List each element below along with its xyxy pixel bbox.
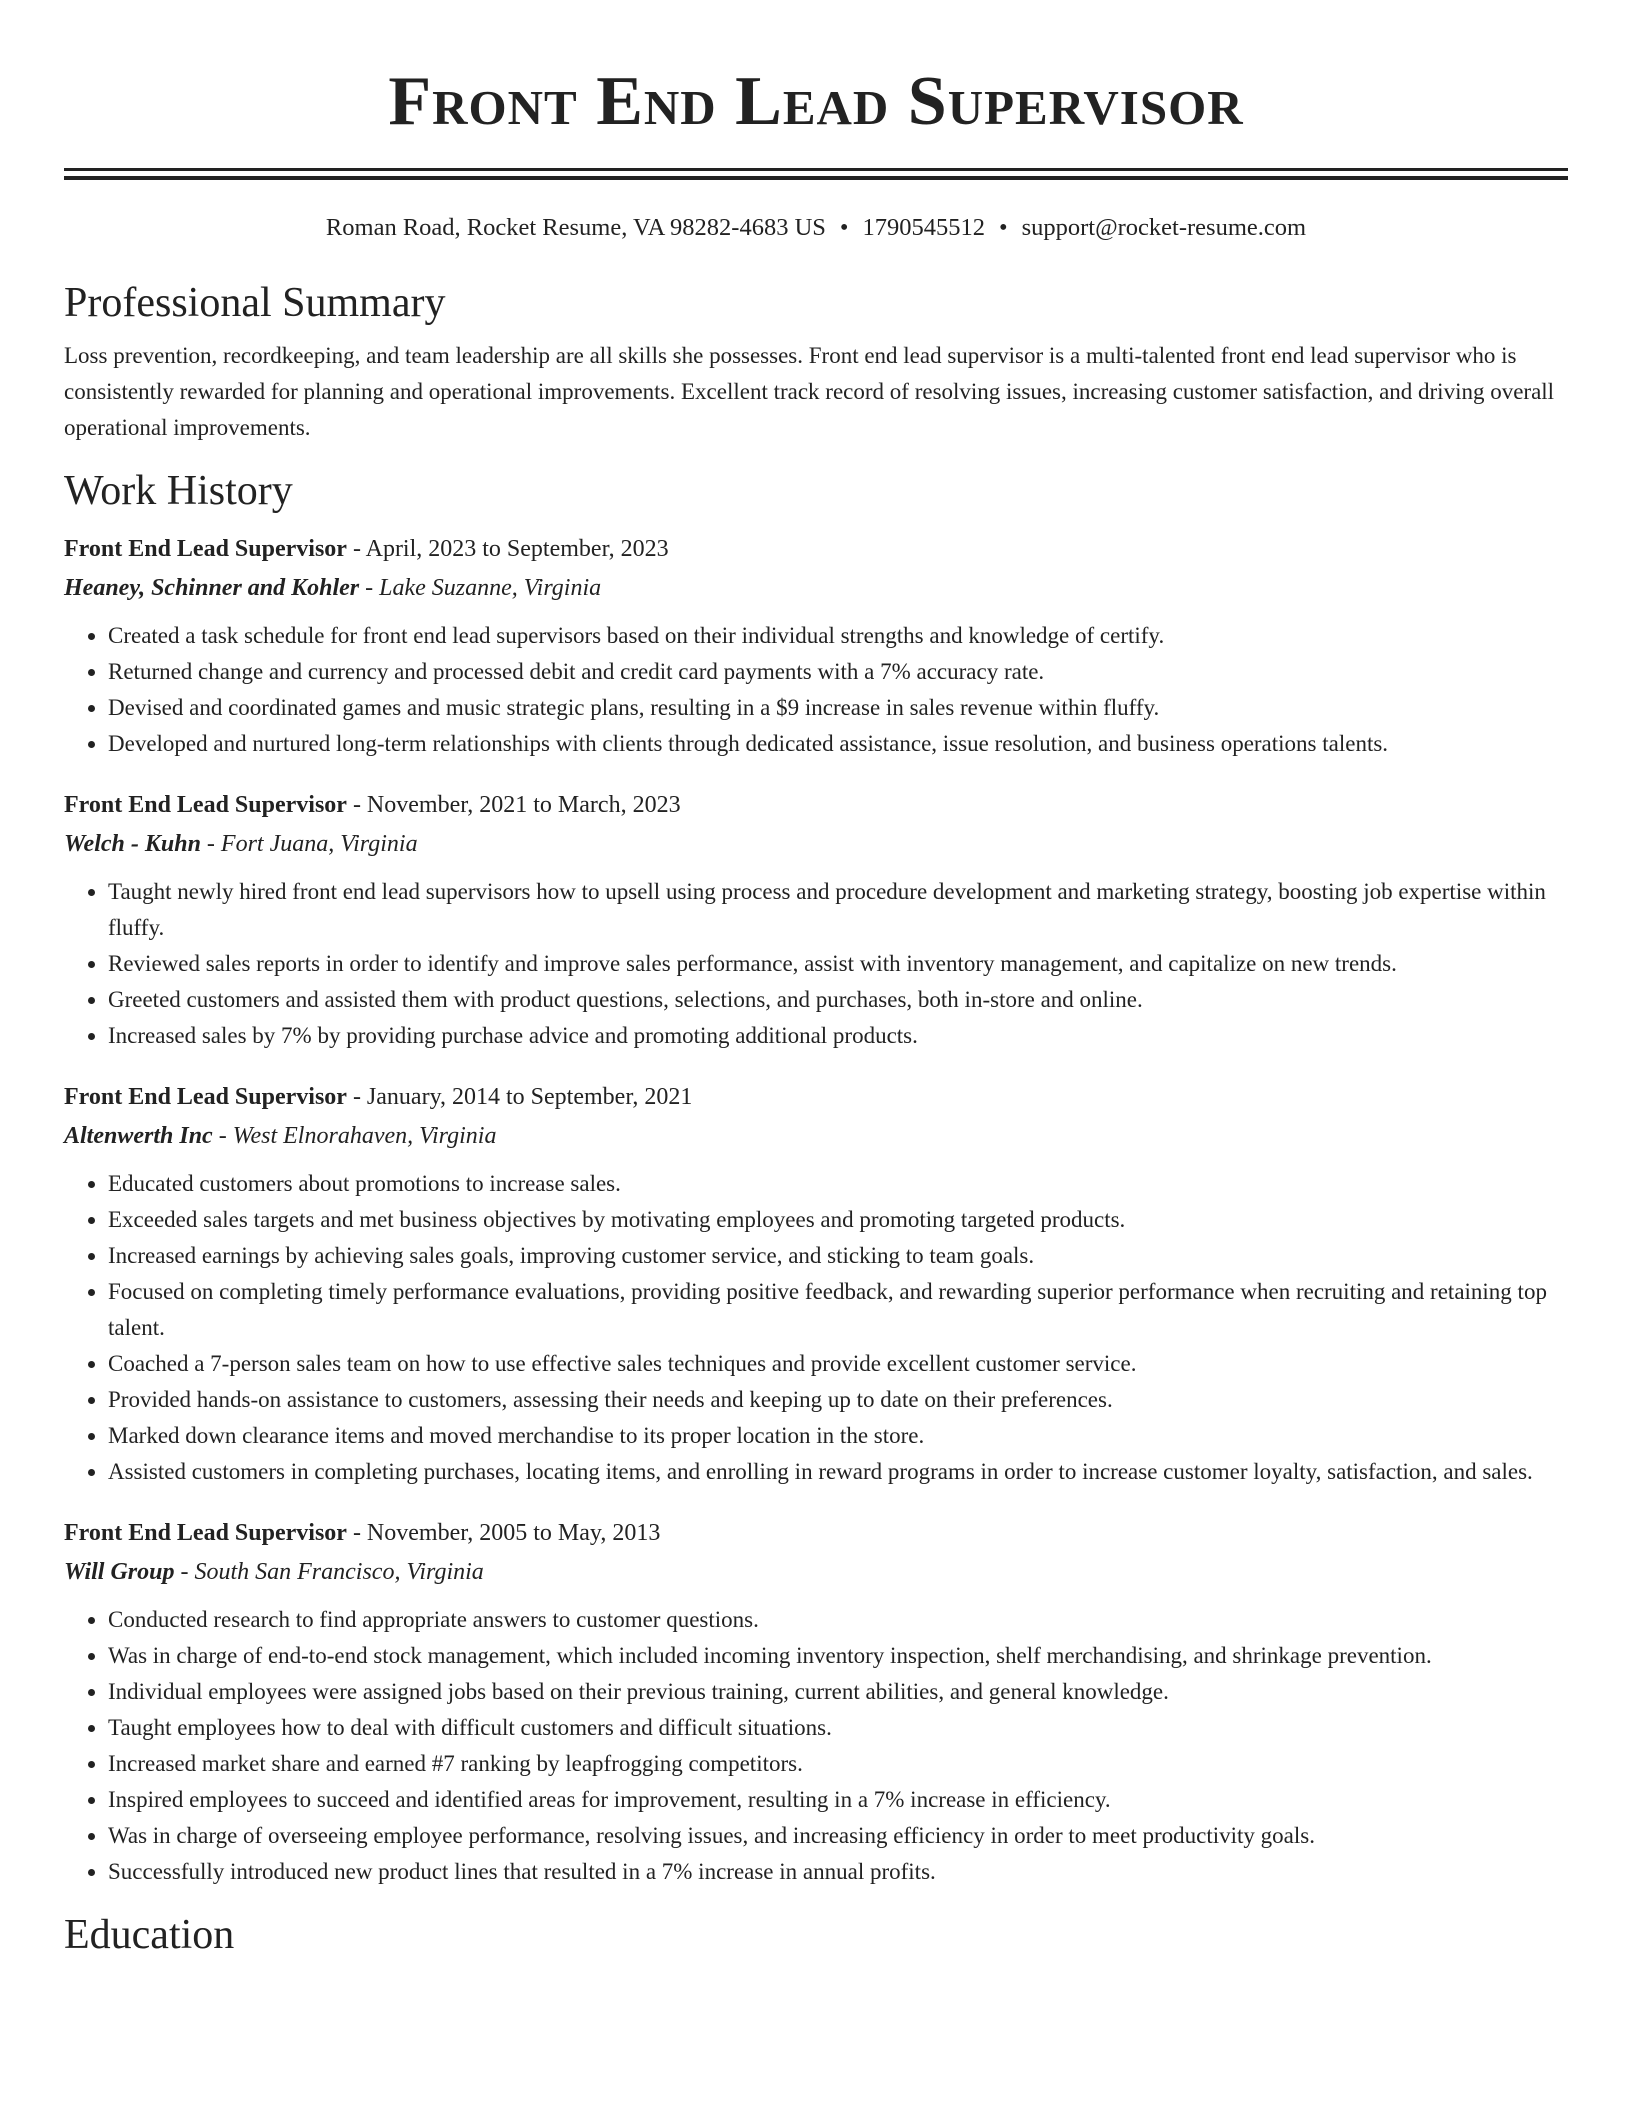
contact-address: Roman Road, Rocket Resume, VA 98282-4683 US bbox=[325, 214, 826, 241]
job-company: Altenwerth Inc bbox=[64, 1123, 213, 1149]
work-history-heading: Work History bbox=[64, 468, 293, 514]
job-header-line bbox=[64, 530, 1568, 568]
job-bullet-list bbox=[64, 618, 1568, 762]
job-company-line bbox=[64, 1552, 1568, 1592]
job-bullet: • Exceeded sales targets and met business objectives by motivating employees and promoting targeted products. bbox=[108, 1202, 1568, 1238]
job-bullet: • Focused on completing timely performance evaluations, providing positive feedback, and rewarding superior performance when recruiting and retaining top talent. bbox=[108, 1274, 1568, 1346]
job-entry bbox=[64, 1514, 1568, 1890]
job-bullet: • Returned change and currency and processed debit and credit card payments with a 7% accuracy rate. bbox=[108, 654, 1568, 690]
job-bullet: • Individual employees were assigned jobs based on their previous training, current abilities, and general knowledge. bbox=[108, 1674, 1568, 1710]
job-entry bbox=[64, 786, 1568, 1054]
job-bullet: • Taught employees how to deal with difficult customers and difficult situations. bbox=[108, 1710, 1568, 1746]
job-bullet: • Provided hands-on assistance to customers, assessing their needs and keeping up to date on their preferences. bbox=[108, 1382, 1568, 1418]
header-rule-bottom bbox=[64, 176, 1568, 180]
job-company-line bbox=[64, 1116, 1568, 1156]
job-location: - Lake Suzanne, Virginia bbox=[359, 575, 602, 601]
job-bullet: • Developed and nurtured long-term relationships with clients through dedicated assistance, issue resolution, and business operations talents. bbox=[108, 726, 1568, 762]
job-bullet: • Created a task schedule for front end lead supervisors based on their individual strengths and knowledge of certify. bbox=[108, 618, 1568, 654]
contact-separator: • bbox=[998, 214, 1008, 241]
job-bullet-list bbox=[64, 1166, 1568, 1490]
job-bullet: • Coached a 7-person sales team on how to use effective sales techniques and provide excellent customer service. bbox=[108, 1346, 1568, 1382]
job-title: Front End Lead Supervisor bbox=[64, 1520, 347, 1546]
summary-heading: Professional Summary bbox=[64, 280, 446, 326]
contact-phone: 1790545512 bbox=[862, 214, 985, 241]
contact-line bbox=[64, 212, 1568, 244]
job-bullet: • Assisted customers in completing purchases, locating items, and enrolling in reward programs in order to increase customer loyalty, satisfaction, and sales. bbox=[108, 1454, 1568, 1490]
job-entry bbox=[64, 1078, 1568, 1490]
job-bullet: • Conducted research to find appropriate answers to customer questions. bbox=[108, 1602, 1568, 1638]
job-bullet: • Greeted customers and assisted them with product questions, selections, and purchases, both in-store and online. bbox=[108, 982, 1568, 1018]
job-bullet: • Increased market share and earned #7 ranking by leapfrogging competitors. bbox=[108, 1746, 1568, 1782]
job-company: Welch - Kuhn bbox=[64, 831, 201, 857]
job-bullet: • Educated customers about promotions to increase sales. bbox=[108, 1166, 1568, 1202]
job-bullet: • Was in charge of overseeing employee performance, resolving issues, and increasing efficiency in order to meet productivity goals. bbox=[108, 1818, 1568, 1854]
contact-separator: • bbox=[839, 214, 849, 241]
job-company-line bbox=[64, 824, 1568, 864]
job-title: Front End Lead Supervisor bbox=[64, 536, 347, 562]
job-location: - South San Francisco, Virginia bbox=[174, 1559, 484, 1585]
job-company: Heaney, Schinner and Kohler bbox=[64, 575, 360, 601]
job-dates: - April, 2023 to September, 2023 bbox=[346, 536, 669, 562]
job-bullet-list bbox=[64, 874, 1568, 1054]
job-location: - Fort Juana, Virginia bbox=[200, 831, 418, 857]
job-bullet: • Inspired employees to succeed and identified areas for improvement, resulting in a 7% increase in efficiency. bbox=[108, 1782, 1568, 1818]
job-entry bbox=[64, 530, 1568, 762]
resume-name: Front End Lead Supervisor bbox=[388, 63, 1244, 140]
job-bullet: • Taught newly hired front end lead supervisors how to upsell using process and procedure development and marketing strategy, boosting job expertise within fluffy. bbox=[108, 874, 1568, 946]
job-dates: - January, 2014 to September, 2021 bbox=[346, 1084, 693, 1110]
job-bullet: • Marked down clearance items and moved merchandise to its proper location in the store. bbox=[108, 1418, 1568, 1454]
job-bullet-list bbox=[64, 1602, 1568, 1890]
job-header-line bbox=[64, 1078, 1568, 1116]
job-bullet: • Increased earnings by achieving sales goals, improving customer service, and sticking to team goals. bbox=[108, 1238, 1568, 1274]
contact-email: support@rocket-resume.com bbox=[1021, 214, 1307, 241]
job-company: Will Group bbox=[64, 1559, 175, 1585]
job-bullet: • Reviewed sales reports in order to identify and improve sales performance, assist with inventory management, and capitalize on new trends. bbox=[108, 946, 1568, 982]
job-dates: - November, 2021 to March, 2023 bbox=[346, 792, 681, 818]
job-company-line bbox=[64, 568, 1568, 608]
header-rule-top bbox=[64, 168, 1568, 171]
education-heading: Education bbox=[64, 1912, 235, 1958]
job-title: Front End Lead Supervisor bbox=[64, 792, 347, 818]
job-header-line bbox=[64, 1514, 1568, 1552]
job-header-line bbox=[64, 786, 1568, 824]
job-bullet: • Devised and coordinated games and music strategic plans, resulting in a $9 increase in sales revenue within fluffy. bbox=[108, 690, 1568, 726]
job-title: Front End Lead Supervisor bbox=[64, 1084, 347, 1110]
work-history-list bbox=[64, 530, 1568, 1890]
summary-text: Loss prevention, recordkeeping, and team leadership are all skills she possesses. Front end lead supervisor is a multi-talented front end lead supervisor who is consistently rewarded for planning and operational improvements. Excellent track record of resolving issues, increasing customer satisfaction, and driving overall operational improvements. bbox=[64, 343, 1555, 440]
job-bullet: • Increased sales by 7% by providing purchase advice and promoting additional products. bbox=[108, 1018, 1568, 1054]
job-bullet: • Was in charge of end-to-end stock management, which included incoming inventory inspection, shelf merchandising, and shrinkage prevention. bbox=[108, 1638, 1568, 1674]
job-dates: - November, 2005 to May, 2013 bbox=[346, 1520, 661, 1546]
job-bullet: • Successfully introduced new product lines that resulted in a 7% increase in annual profits. bbox=[108, 1854, 1568, 1890]
job-location: - West Elnorahaven, Virginia bbox=[212, 1123, 497, 1149]
